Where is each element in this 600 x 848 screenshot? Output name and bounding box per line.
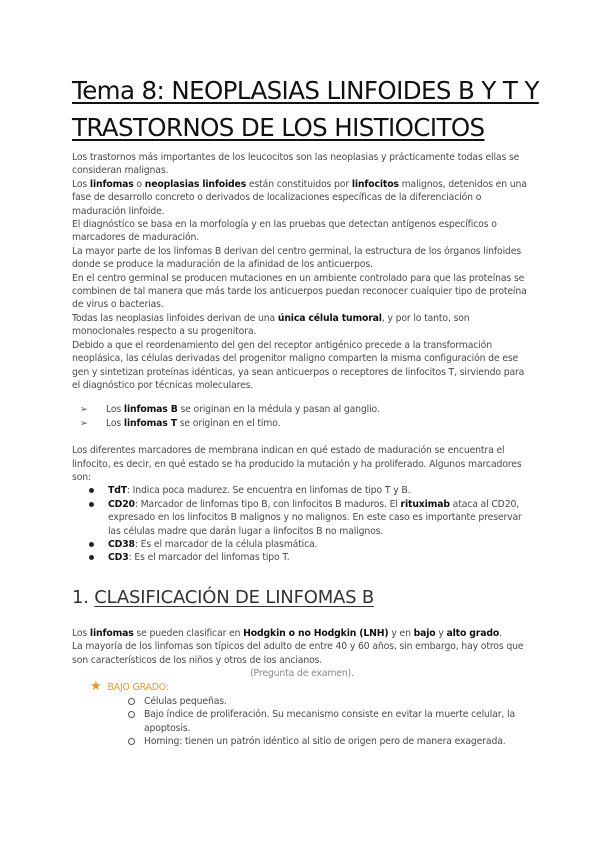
list-item (72, 735, 532, 748)
marker-item (72, 498, 532, 538)
circle-bullet-icon (128, 698, 135, 705)
bullet-dot-icon (89, 542, 94, 547)
text: : Es el marcador de la célula plasmática. (134, 538, 318, 550)
text: Los (72, 627, 90, 639)
arrow-bullet-icon: ➢ (80, 417, 88, 429)
title-line-1: Tema 8: NEOPLASIAS LINFOIDES B Y T Y (72, 76, 539, 105)
text: y en (388, 627, 414, 639)
title-line-2: TRASTORNOS DE LOS HISTIOCITOS (72, 113, 485, 142)
list-item (72, 708, 532, 735)
text: : Marcador de linfomas tipo B, con linfocitos B maduros. El (134, 498, 401, 510)
term: bajo (413, 627, 436, 639)
text: están constituidos por (246, 178, 352, 190)
page-title (72, 72, 542, 146)
marker-item (72, 551, 532, 564)
section-paragraph-1 (72, 627, 532, 640)
text: se originan en la médula y pasan al ganglio. (177, 404, 380, 416)
marker-name: CD3 (108, 552, 129, 564)
marker-name: CD38 (108, 538, 135, 550)
intro-paragraph-3: El diagnóstico se basa en la morfología y en las pruebas que detectan antígenos específicos o marcadores de maduración. (72, 219, 497, 244)
text: Los (72, 178, 90, 190)
bajo-grado-list (72, 695, 532, 749)
marker-name: TdT (108, 485, 127, 497)
intro-paragraph-4: La mayor parte de los linfomas B derivan del centro germinal, la estructura de los órganos linfoides donde se produce la maduración de la afinidad de los anticuerpos. (72, 245, 522, 271)
text: ataca al CD20, expresado en los linfocitos B malignos y no malignos. En este caso es importante preservar las células madre que darán lugar a linfocitos B no malignos. (108, 498, 522, 537)
intro-paragraph-2 (72, 178, 532, 218)
section-paragraph-2: La mayoría de los linfomas son típicos del adulto de entre 40 y 60 años, sin embargo, hay otros que son característicos de los niños y otros de los ancianos. (72, 641, 524, 666)
text: , y por lo tanto, son monoclonales respecto a su progenitora. (72, 312, 470, 338)
arrow-bullet-icon: ➢ (80, 404, 88, 416)
text: : Indica poca madurez. Se encuentra en linfomas de tipo T y B. (126, 485, 411, 497)
section-number: 1. (72, 586, 95, 608)
arrow-item (72, 403, 532, 416)
document-body (72, 151, 532, 748)
term-linfocitos: linfocitos (351, 178, 399, 190)
term: Hodgkin o no Hodgkin (LNH) (243, 627, 389, 639)
text: Los (106, 404, 124, 416)
text: Homing: tienen un patrón idéntico al sitio de origen pero de manera exagerada. (144, 736, 506, 748)
text: Células pequeñas. (144, 695, 227, 707)
text: o (133, 178, 145, 190)
marker-name: CD20 (108, 498, 135, 510)
text: malignos, detenidos en una fase de desarrollo concreto o derivados de localizaciones específicas de la diferenciación o maduración linfoide. (72, 178, 527, 217)
section-title: CLASIFICACIÓN DE LINFOMAS B (94, 586, 375, 608)
arrow-list (72, 403, 532, 430)
section-heading (72, 587, 532, 609)
list-item (72, 695, 532, 708)
exam-note: (Pregunta de examen). (250, 668, 354, 679)
markers-list (72, 484, 532, 564)
bullet-dot-icon (89, 488, 94, 493)
term: linfomas T (123, 417, 177, 429)
text: Los (106, 417, 124, 429)
circle-bullet-icon (128, 711, 135, 718)
term-rituximab: rituximab (400, 498, 450, 510)
term-neoplasias: neoplasias linfoides (144, 178, 247, 190)
marker-item (72, 484, 532, 497)
text: se originan en el timo. (176, 417, 281, 429)
term: linfomas B (123, 404, 178, 416)
text: se pueden clasificar en (133, 627, 244, 639)
intro-paragraph-5: En el centro germinal se producen mutaciones en un ambiente controlado para que las proteínas se combinen de tal manera que más tarde los anticuerpos puedan reconocer cualquier tipo de proteína de virus o bacterias. (72, 272, 527, 311)
marker-item (72, 538, 532, 551)
intro-paragraph-1: Los trastornos más importantes de los leucocitos son las neoplasias y prácticamente todas ellas se consideran malignas. (72, 152, 520, 177)
term-linfomas: linfomas (89, 178, 134, 190)
text: Todas las neoplasias linfoides derivan de una (72, 312, 278, 324)
intro-paragraph-6 (72, 312, 532, 339)
bullet-dot-icon (89, 502, 94, 507)
intro-paragraph-7: Debido a que el reordenamiento del gen del receptor antigénico precede a la transformación neoplásica, las células derivadas del progenitor maligno comparten la misma configuración de ese gen y sintetizan proteínas idénticas, ya sean anticuerpos o receptores de linfocitos T, sirviendo para el diagnóstico por técnicas moleculares. (72, 339, 525, 391)
text: : Es el marcador del linfomas tipo T. (128, 552, 290, 564)
text: Bajo índice de proliferación. Su mecanismo consiste en evitar la muerte celular, la apoptosis. (144, 709, 516, 734)
arrow-item (72, 417, 532, 430)
term-celula-tumoral: única célula tumoral (277, 312, 382, 324)
term: alto grado (446, 627, 500, 639)
bullet-dot-icon (89, 555, 94, 560)
text: . (499, 627, 502, 639)
term: linfomas (89, 627, 134, 639)
text: y (435, 627, 447, 639)
bajo-grado-label: BAJO GRADO: (107, 682, 169, 694)
circle-bullet-icon (128, 738, 135, 745)
bajo-grado-heading (72, 680, 532, 694)
star-icon: ★ (90, 679, 102, 695)
markers-intro: Los diferentes marcadores de membrana indican en qué estado de maduración se encuentra el linfocito, es decir, en qué estado se ha producido la mutación y ha proliferado. Algunos marcadores son: (72, 445, 522, 483)
